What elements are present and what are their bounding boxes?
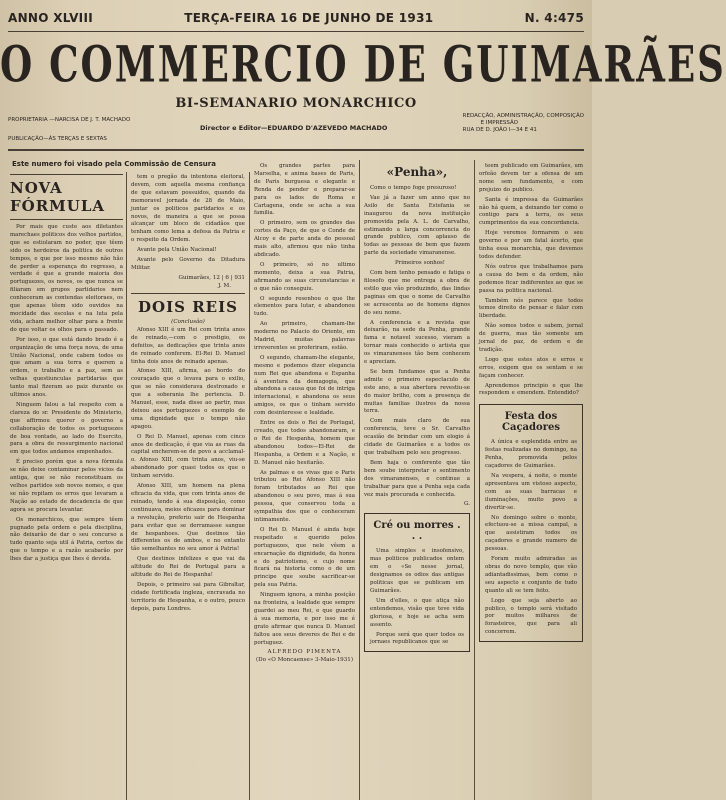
redaction-line-3: RUA DE D. JOÃO I—34 E 41 (462, 127, 537, 133)
article-subtitle: (Conclusão) (171, 318, 205, 325)
article-paragraph: O segundo resenhou o que lhe elementos para lutar, e abandonou tudo. (254, 295, 355, 318)
article-paragraph: Afonso XIII é um Rei com trinta anos de reinado,—com o prestigio, os defeitos, as dedicações que trinta anos de reinado conferem. El-Rei D. Manuel tinha dois anos de reinado apenas. (131, 326, 245, 365)
header-rule-bottom (8, 149, 584, 151)
masthead-title: O COMMERCIO DE GUIMARÃES (0, 34, 726, 94)
article-paragraph: Com bem tenho pensado e fatiga o filosofo que me entrega a obra de estilo que vão produzindo, das lindas paginas em que o nome de Carvalho se acrescenta ao de homens dignos do seu nome. (364, 270, 470, 316)
owner-line: PROPRIETARIA —NARCISA DE J. T. MACHADO (8, 117, 131, 123)
column-2 (131, 174, 245, 796)
box-festa-cacadores (479, 404, 583, 642)
article-title-penha: «Penha», (386, 165, 448, 179)
volume-label: ANNO XLVIII (8, 11, 93, 25)
article-paragraph: Por isso, o que está dando brado é a organização de uma força nova, de uma União Nacional, onde cabem todos os que amam a sua terra e querem a ordem, o trabalho e a paz, sem as velhas questiunculas partidarias que tanto mal fizeram ao paiz durante os ultimos anos. (10, 336, 123, 399)
article-initials: J. M. (218, 282, 231, 289)
article-paragraph: Os monarchicos, que sempre têem pugnado pela ordem e pela disciplina, não deixarão de dar o seu concurso a tudo quanto seja util á Patria, certos de que o tempo e a razão acabarão por lhes dar a justiça que lhes é devida. (10, 516, 123, 563)
issue-number: N. 4:475 (524, 11, 584, 25)
censorship-notice: Este numero foi visado pela Commissão de Censura (12, 160, 216, 168)
article-title-nova-formula: NOVA FÓRMULA (10, 179, 106, 215)
article-paragraph: Entre os dois o Rei de Portugal, creado, que todos abandonaram, e o Rei de Hespanha, homem que abandonou todos—El-Rei de Hespanha, a Ordem e a Nação, e D. Manuel não hesitarão. (254, 420, 355, 466)
article-paragraph: Com mais claro de sua conferencia, teve o Sr. Carvalho ocasião de brindar com um elogio á cidade de Guimarães e a todos os que trabalham pelo seu progresso. (364, 418, 470, 456)
article-paragraph: Se bem fundamos que a Penha admite o primeiro espectaculo de este ano, a sua abertura revestiu-se do maior brilho, com a presença de muitas familias ilustres da nossa terra. (364, 368, 470, 415)
article-paragraph: Também nós parece que todos temos direito de pensar e falar com liberdade. (479, 297, 583, 320)
column-rule-2 (249, 172, 250, 800)
article-paragraph: Foram muito admiradas as obras do novo templo, que vão adiantadissimas, bem como o seu aspecto e conjunto de tudo quanto ali se tem feito. (485, 556, 577, 594)
article-paragraph: Vae já a fazer um anno que no Asilo de Santa Estefania se inaugurou da nova instituição promovida pela A. L. de Carvalho, estimando a larga concorrencia do grande publico, com aplauso de todas as pessoas de bem que fazem parte da sociedade vimaranense. (364, 194, 470, 257)
article-paragraph: Logo que estes atos e erros e erros, exigem que os sentam e se façam conhecer. (479, 356, 583, 379)
article-paragraph: Primeiros sonhos! (395, 260, 445, 267)
meta-left (8, 117, 130, 143)
article-paragraph: Avante pelo Governo da Ditadura Militar. (131, 257, 245, 271)
article-signature: ALFREDO PIMENTA (267, 649, 342, 656)
article-signature: G. (463, 501, 470, 508)
publication-line: PUBLICAÇÃO—ÁS TERÇAS E SEXTAS (8, 136, 107, 142)
article-paragraph: Porque será que quer todos os jornaes republicanos que se (370, 631, 464, 646)
column-1 (10, 174, 123, 796)
article-paragraph: O primeiro, sem os grandes das cortes da Paço, de que o Conde de Alcoy e de parte anda do pessoal mais alto, afirmou que não tinha abdicado. (254, 220, 355, 258)
article-paragraph: No domingo sobre o monte, efectuou-se a missa campal, a que assistiram todos os caçadores e grande numero de pessoas. (485, 514, 577, 553)
article-paragraph: A conferencia e a revista que deixarão, na sede da Penha, grande fama e notavel sucesso, vieram a tornar mais conhecido o artista que os vimaranenses tão bem conhecem e apreciam. (364, 319, 470, 366)
article-paragraph: As palmas e os vivas que o Paris tributou ao Rei Afonso XIII não foram tributados ao Rei que abandonou o seu povo, mas á sua pessoa, que conservou toda a sympathia dos que o conheceram intimamente. (254, 469, 355, 523)
article-paragraph: Que destinos infelizes e que vai da altitude do Rei de Portugal para a altitude do Rei de Hespanha! (131, 556, 245, 579)
article-paragraph: Os grandes partes para Marselha, e anima bases de Paris, de Paris burguesa e elegante e Renda de pender e preparar-se para os lados de Roma e Cartagena, onde se acha a sua familia. (254, 163, 355, 217)
director-line: Director e Editor—EDUARDO D'AZEVEDO MACHADO (200, 124, 388, 132)
article-paragraph: Ninguem falou a tal respeito com a clareza do sr. Presidente do Ministerio, que affirmou querer o governo a collaboração de todos os portuguezes de boa vontade, ao lado do Exercito, para a obra de ressurgimento nacional em que todos andamos empenhados. (10, 401, 123, 456)
article-paragraph: teem publicado em Guimarães, um orfeão devem ter a ofensa de um nome sem fundamento, e com prejuizo do publico. (479, 163, 583, 193)
header-rule-top (8, 31, 584, 32)
article-paragraph: Por mais que custe aos diletantes marechaes politicos dos velhos partidos, que se estiolaram no poder, que têem sido os herdeiros da politica de outros tempos, e que por isso mesmo não hão de perder a esperança do regresso, a verdade é que a grande maioria dos portuguezes, os novos, os que nunca se filiaram em grupos partidarios nem conheceram as contendas eleitoraes, os que apenas têem sido ouvidos na mocidade das escolas e na luta pela vida, acham melhor olhar para a frente do que voltar os olhos para o passado. (10, 224, 123, 333)
article-paragraph: A única e esplendida entre as festas realizadas no domingo, na Penha, promovida pelos caçadores de Guimarães. (485, 439, 577, 470)
column-4 (364, 163, 470, 796)
section-rule (131, 293, 245, 294)
article-paragraph: Ao primeiro, chamam-lhe moderno no Palacio do Oriente, em Madrid, muitas palavras irreverentes se proferiram, estão. (254, 321, 355, 351)
header-topline (8, 6, 584, 30)
article-paragraph: O Rei D. Manuel é ainda hoje respeitado e querido pelos portuguezes, que nele vêem a encarnação da dignidade, da honra e do patriotismo, e cujo nome ficará na historia como o de um principe que soube sacrificar-se pela sua Patria. (254, 526, 355, 589)
column-rule-4 (474, 160, 475, 800)
box-title-festa-cacadores: Festa dos Caçadores (502, 411, 560, 434)
article-paragraph: Hoje veremos formarem o seu governo e por um fatal ácerto, que tinha essa monarchia, que devemos todos defender. (479, 230, 583, 260)
box-cre-ou-morres (364, 513, 470, 652)
article-source: (Do «O Moncaense» 3-Maio-1931) (255, 657, 354, 664)
redaction-line-1: REDACÇÃO, ADMINISTRAÇÃO, COMPOSIÇÃO (462, 113, 584, 119)
issue-date: TERÇA-FEIRA 16 DE JUNHO DE 1931 (184, 11, 434, 25)
article-paragraph: Ninguem ignora, a minha posição na fronteira, a lealdade que sempre guardei ao meu Rei, e que guardo á sua memoria, e por isso me é grato afirmar que nunca D. Manuel faltou aos seus deveres de Rei e de portuguez. (254, 592, 355, 646)
article-paragraph: Afonso XIII, um homem na plena eficacia da vida, que com trinta anos de reinado, tendo á sua disposição, como continuava, meios eficazes para dominar a revolução, preferiu sair de Hespanha para evitar que se derramasse sangue de hespanhoes. Que destinos tão differentes os de ambos, e no entanto tão semelhantes no seu amor á Patria! (131, 483, 245, 553)
article-paragraph: Uma simples e insofensivo, mas politicos publicados ontem em o «Se nesse jornal, designamos os odios das antigas politicas que se publicam em Guimarães. (370, 548, 464, 594)
column-rule-3 (359, 160, 360, 800)
box-title-cre-ou-morres: Cré ou morres . . . (373, 520, 461, 543)
article-paragraph: Depois, o primeiro sai para Gibraltar, cidade fortificada ingleza, encravada no territorio de Hespanha, e o outro, pouco depois, para Londres. (131, 581, 245, 612)
article-paragraph: Como o tempo foge presuroso! (370, 185, 457, 191)
article-paragraph: É preciso porém que a nova fórmula se não deixe contaminar pelos vicios da antiga, que se não reconstituam os velhos partidos sob novos nomes, e que se não repitam os erros que levaram a Nação ao estado de decadencia de que agora se procura levantar. (10, 459, 123, 513)
column-5 (479, 163, 583, 796)
article-paragraph: Um d'elles, o que atiça não entendemos, visão que teve vida gloriosa, e hoje se acha sem assento. (370, 597, 464, 628)
redaction-line-2: E IMPRESSÃO (480, 120, 518, 126)
article-paragraph: O primeiro, só no ultimo momento, deixa a sua Patria, afirmando as suas circunstancias e o que não conseguiu. (254, 261, 355, 292)
column-rule-1 (126, 172, 127, 800)
article-paragraph: O segundo, chamam-lhe elegante, mesmo e podemos dizer elegancia num Rei que abandona e Espanha á aventura da demagogia, que abandona a causa que foi de intriga internacional, e abandona os seus amigos, os que o tinham servido com desinteresse e lealdade. (254, 354, 355, 417)
title-rule (10, 219, 123, 220)
article-paragraph: Bem haja o conferente que tão bem soube interpretar o sentimento dos vimaranenses, e continue a trabalhar para que a Penha seja cada vez mais procurada e conhecida. (364, 459, 470, 498)
article-paragraph: Na vespera, á noite, o monte apresentava um vistoso aspecto, com as suas barracas e iluminações, muito povo a divertir-se. (485, 473, 577, 511)
article-paragraph: tem o pregão da intentona eleitoral, devem, com aquella mesma confiança de que estavam possuidos, quando da memoravel jornada de 28 de Maio, juntar os politicos partidarios e os novos, de maneira a que se possa alcançar um bloco de cidadãos que tenham como lema a defesa da Patria e o respeito da Ordem. (131, 174, 245, 244)
meta-right (463, 113, 584, 134)
article-paragraph: Não somos todos e sabem, jornal de guerra, mas tão somente um jornal de paz, de ordem e de tradição. (479, 323, 583, 353)
article-paragraph: Santa é impressa da Guimarães não há quem, a deixando ter como o contigo para a terra, os seus cumprimentos da sua concordancia. (479, 196, 583, 227)
article-paragraph: O Rei D. Manuel, apenas com cinco anos de dedicação, é que via as ruas da capital encherem-se de povo a acclamal-o. Afonso XIII, com trinta anos, viu-se abandonado por quasi todos os que o tinham servido. (131, 433, 245, 480)
article-dateline: Guimarães, 12 | 6 | 931 (178, 274, 245, 281)
article-paragraph: Avante pela União Nacional! (137, 247, 217, 254)
article-title-dois-reis: DOIS REIS (138, 297, 238, 316)
article-paragraph: Aprendemos principio e que lhe respondem e emendem. Entendido? (479, 382, 583, 397)
masthead-subtitle: BI-SEMANARIO MONARCHICO (175, 96, 417, 111)
article-paragraph: Nós outros que trabalhamos para a causa do bem e da ordem, não podemos ficar indiferentes ao que se passa na politica nacional. (479, 263, 583, 294)
column-1-rule (10, 174, 123, 175)
article-paragraph: Afonso XIII, afirma, ao bordo do couraçado que o levava para o exilio, que se não considerava destronado e que a soberania lhe pertencia. D. Manuel, esse, nada disse ao partir, mas deixou aos portuguezes o exemplo de uma dignidade que o tempo não apagou. (131, 368, 245, 430)
column-3 (254, 163, 355, 796)
article-paragraph: Logo que seja aberto ao publico, o templo será visitado por muitos milhares de forasteiros, que para ali concorrem. (485, 597, 577, 636)
